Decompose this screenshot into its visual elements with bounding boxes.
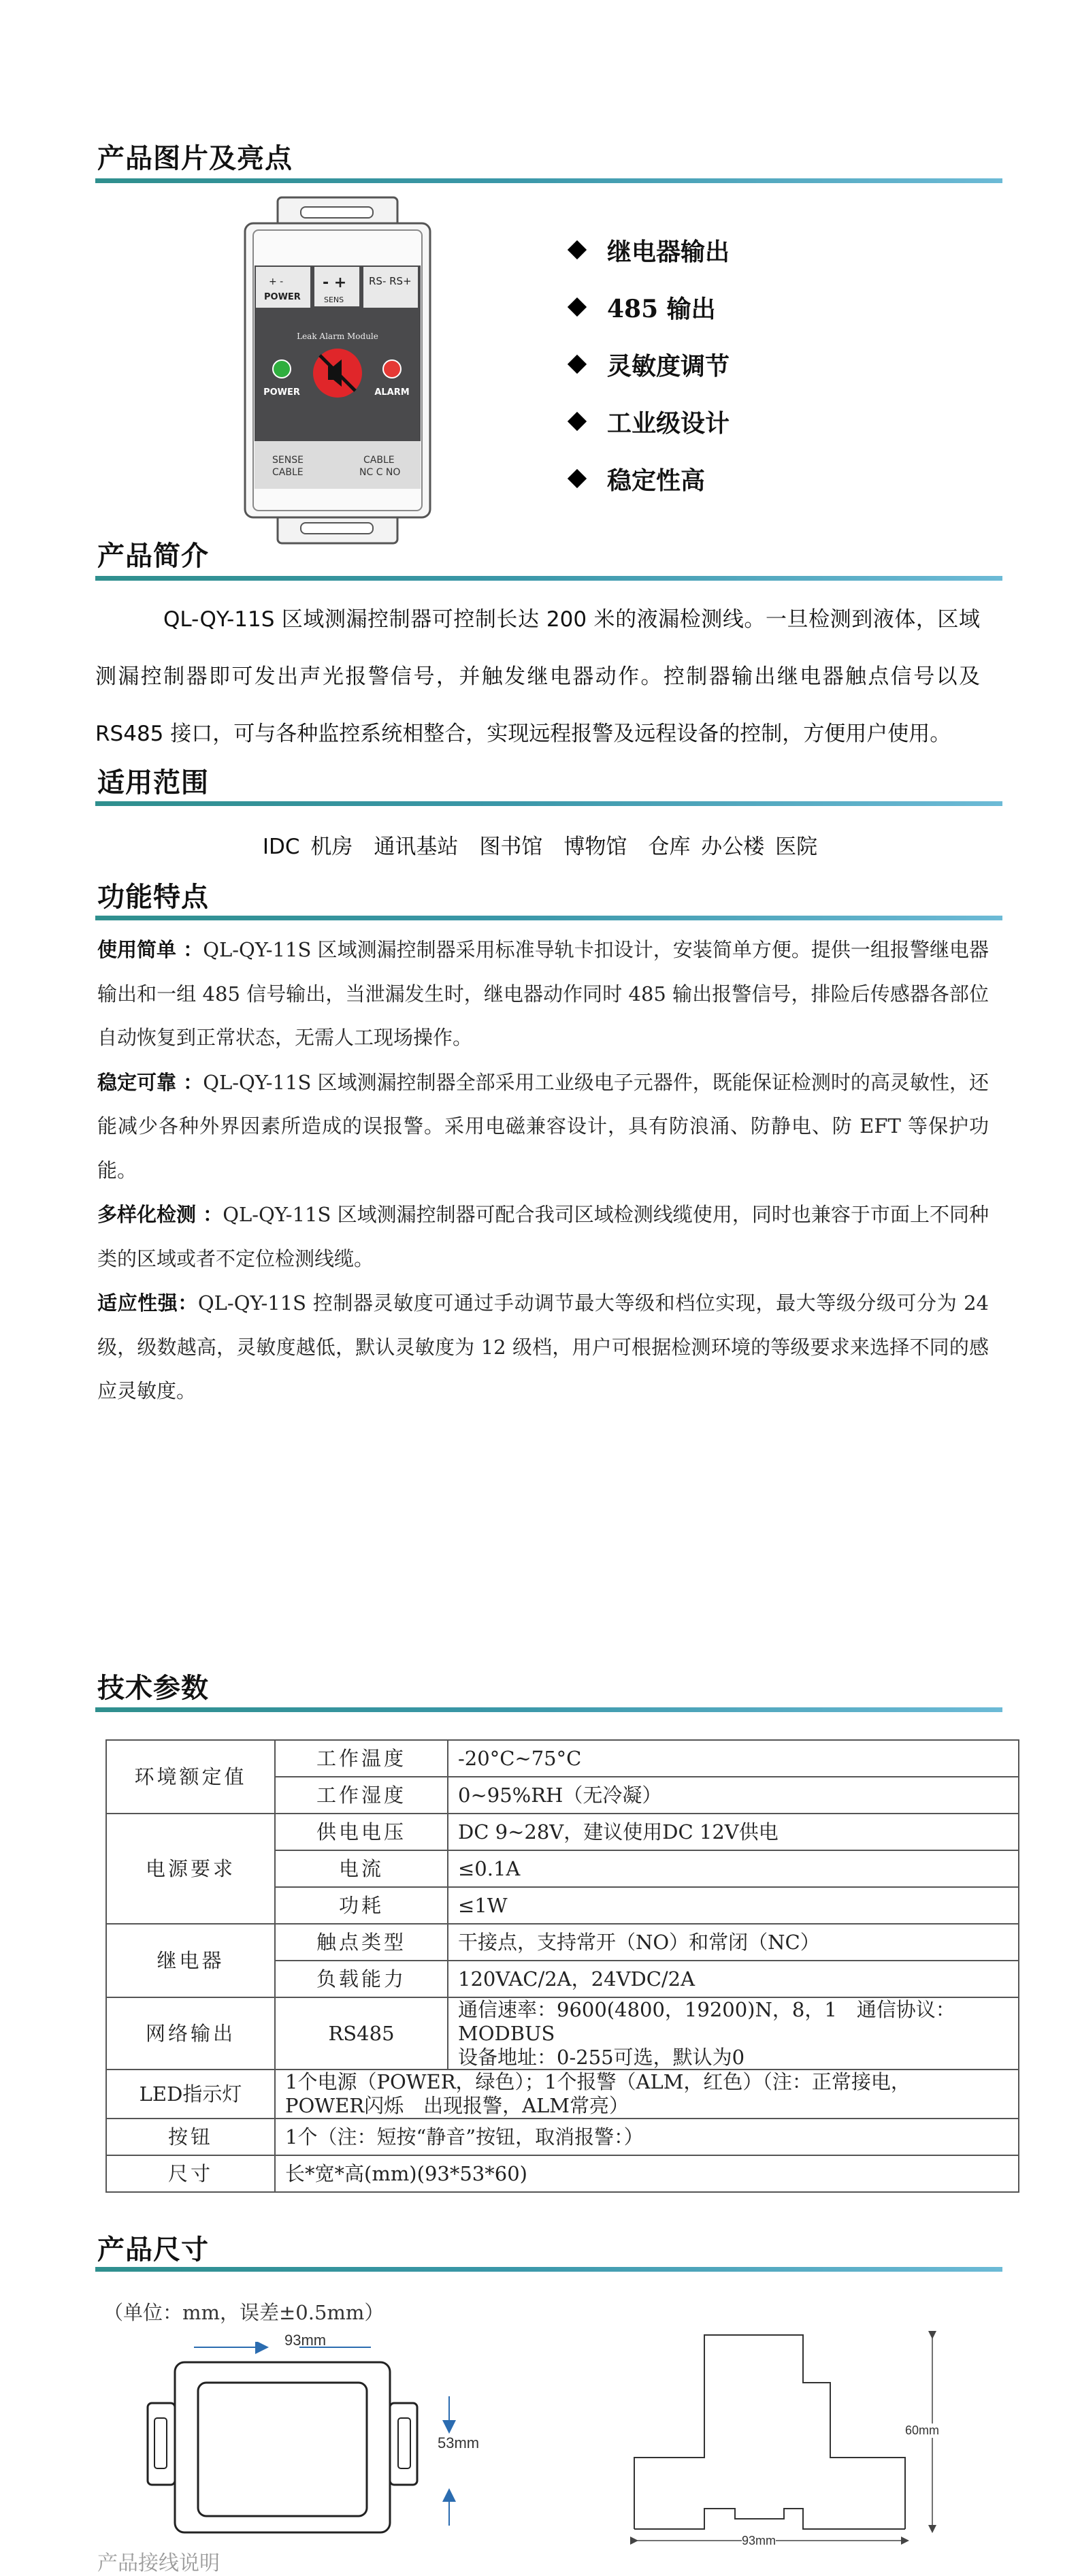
spec-value: 通信速率：9600(4800，19200)N，8，1 通信协议：MODBUS 设备地址：0-255可选，默认为0: [448, 1997, 1019, 2070]
power-led: [273, 360, 291, 378]
spec-value: 0~95%RH（无冷凝）: [448, 1777, 1019, 1814]
spec-value: -20°C~75°C: [448, 1740, 1019, 1777]
intro-paragraph: QL-QY-11S 区域测漏控制器可控制长达 200 米的液漏检测线。一旦检测到液体，区域测漏控制器即可发出声光报警信号，并触发继电器动作。控制器输出继电器触点信号以及 RS485 接口，可与各种监控系统相整合，实现远程报警及远程设备的控制，方便用户使用。: [95, 607, 980, 746]
sens-terminal-label: SENS: [324, 295, 344, 304]
highlight-item: 工业级设计: [565, 393, 730, 450]
feature-list: [97, 928, 989, 1414]
spec-subcategory: 功耗: [275, 1887, 448, 1924]
sense-cable-label-1: SENSE: [272, 455, 304, 466]
spec-subcategory: 供电电压: [275, 1814, 448, 1850]
highlight-item: 灵敏度调节: [565, 336, 730, 393]
spec-category: 尺寸: [106, 2155, 275, 2192]
section-divider: [95, 1707, 1002, 1712]
spec-category: 网络输出: [106, 1997, 275, 2070]
spec-subcategory: 负载能力: [275, 1961, 448, 1997]
module-name: Leak Alarm Module: [297, 332, 378, 341]
sense-cable-label-2: CABLE: [272, 467, 304, 478]
front-width-label: 93mm: [284, 2332, 327, 2349]
spec-value: 1个电源（POWER，绿色）；1个报警（ALM，红色）（注：正常接电， POWER闪烁 出现报警，ALM常亮）: [275, 2070, 1019, 2119]
relay-cable-label-2: NC C NO: [359, 467, 401, 478]
table-row: [106, 2155, 1019, 2192]
product-photo: [238, 191, 436, 551]
spec-category: 按钮: [106, 2119, 275, 2155]
highlight-list: [565, 221, 730, 507]
highlight-item: 稳定性高: [565, 450, 730, 507]
spec-value: 干接点，支持常开（NO）和常闭（NC）: [448, 1924, 1019, 1961]
spec-category: 环境额定值: [106, 1740, 275, 1814]
section-divider: [95, 178, 1002, 183]
alarm-led: [383, 360, 401, 378]
spec-value: ≤1W: [448, 1887, 1019, 1924]
spec-value: DC 9~28V，建议使用DC 12V供电: [448, 1814, 1019, 1850]
section-title-dimensions: 产品尺寸: [97, 2234, 209, 2266]
feature-item: 使用简单 ：QL-QY-11S 区域测漏控制器采用标准导轨卡扣设计，安装简单方便。提供一组报警继电器输出和一组 485 信号输出，当泄漏发生时，继电器动作同时 485 输出报警信号，排险后传感器各部位自动恢复到正常状态，无需人工现场操作。: [97, 938, 989, 1049]
section-divider: [95, 2267, 1002, 2272]
diamond-bullet-icon: [568, 297, 587, 317]
power-led-label: POWER: [263, 387, 300, 398]
feature-item: 多样化检测 ：QL-QY-11S 区域测漏控制器可配合我司区域检测线缆使用，同时也兼容于市面上不同种类的区域或者不定位检测线缆。: [97, 1203, 989, 1270]
spec-value: ≤0.1A: [448, 1850, 1019, 1887]
table-row: [106, 1740, 1019, 1777]
section-divider: [95, 916, 1002, 920]
spec-subcategory: 触点类型: [275, 1924, 448, 1961]
section-title-intro: 产品简介: [97, 541, 209, 572]
table-row: [106, 2070, 1019, 2119]
spec-category: 继电器: [106, 1924, 275, 1997]
spec-category: LED指示灯: [106, 2070, 275, 2119]
side-width-label: 93mm: [742, 2534, 776, 2547]
section-title-scope: 适用范围: [97, 767, 209, 799]
table-row: [106, 1814, 1019, 1850]
next-section-title-partial: 产品接线说明: [97, 2551, 220, 2575]
spec-subcategory: 工作温度: [275, 1740, 448, 1777]
rs485-terminal-label: RS- RS+: [369, 275, 412, 287]
spec-subcategory: 电流: [275, 1850, 448, 1887]
section-title-product-images: 产品图片及亮点: [97, 143, 293, 174]
alarm-led-label: ALARM: [374, 387, 410, 398]
feature-item: 适应性强：QL-QY-11S 控制器灵敏度可通过手动调节最大等级和档位实现，最大等级分级可分为 24 级，级数越高，灵敏度越低，默认灵敏度为 12 级档，用户可根据检测环境的等级要求来选择不同的感应灵敏度。: [97, 1291, 989, 1402]
table-row: [106, 1997, 1019, 2070]
spec-subcategory: RS485: [275, 1997, 448, 2070]
diamond-bullet-icon: [568, 412, 587, 431]
sens-terminal-signs: - +: [323, 274, 347, 291]
table-row: [106, 1924, 1019, 1961]
table-row: [106, 2119, 1019, 2155]
feature-item: 稳定可靠 ：QL-QY-11S 区域测漏控制器全部采用工业级电子元器件，既能保证检测时的高灵敏性，还能减少各种外界因素所造成的误报警。采用电磁兼容设计，具有防浪涌、防静电、防 EFT 等保护功能。: [97, 1070, 989, 1182]
spec-table: [105, 1739, 1019, 2193]
highlight-item: 485 输出: [565, 278, 730, 336]
front-height-label: 53mm: [438, 2434, 480, 2451]
highlight-item: 继电器输出: [565, 221, 730, 278]
section-divider: [95, 576, 1002, 581]
side-view-drawing: [626, 2328, 953, 2549]
section-title-features: 功能特点: [97, 882, 209, 913]
diamond-bullet-icon: [568, 240, 587, 259]
mute-button: [313, 349, 362, 398]
power-terminal-signs: + -: [269, 276, 284, 287]
section-divider: [95, 801, 1002, 806]
diamond-bullet-icon: [568, 469, 587, 488]
unit-note: （单位：mm，误差±0.5mm）: [103, 2301, 384, 2324]
spec-value: 120VAC/2A，24VDC/2A: [448, 1961, 1019, 1997]
spec-category: 电源要求: [106, 1814, 275, 1924]
spec-value: 长*宽*高(mm)(93*53*60): [275, 2155, 1019, 2192]
side-height-label: 60mm: [905, 2424, 940, 2437]
scope-list: IDC 机房 通讯基站 图书馆 博物馆 仓库 办公楼 医院: [262, 835, 818, 859]
relay-cable-label-1: CABLE: [363, 455, 395, 466]
section-title-tech-params: 技术参数: [97, 1673, 209, 1704]
diamond-bullet-icon: [568, 355, 587, 374]
spec-value: 1个（注：短按“静音”按钮，取消报警：）: [275, 2119, 1019, 2155]
power-terminal-label: POWER: [264, 292, 301, 302]
spec-subcategory: 工作湿度: [275, 1777, 448, 1814]
